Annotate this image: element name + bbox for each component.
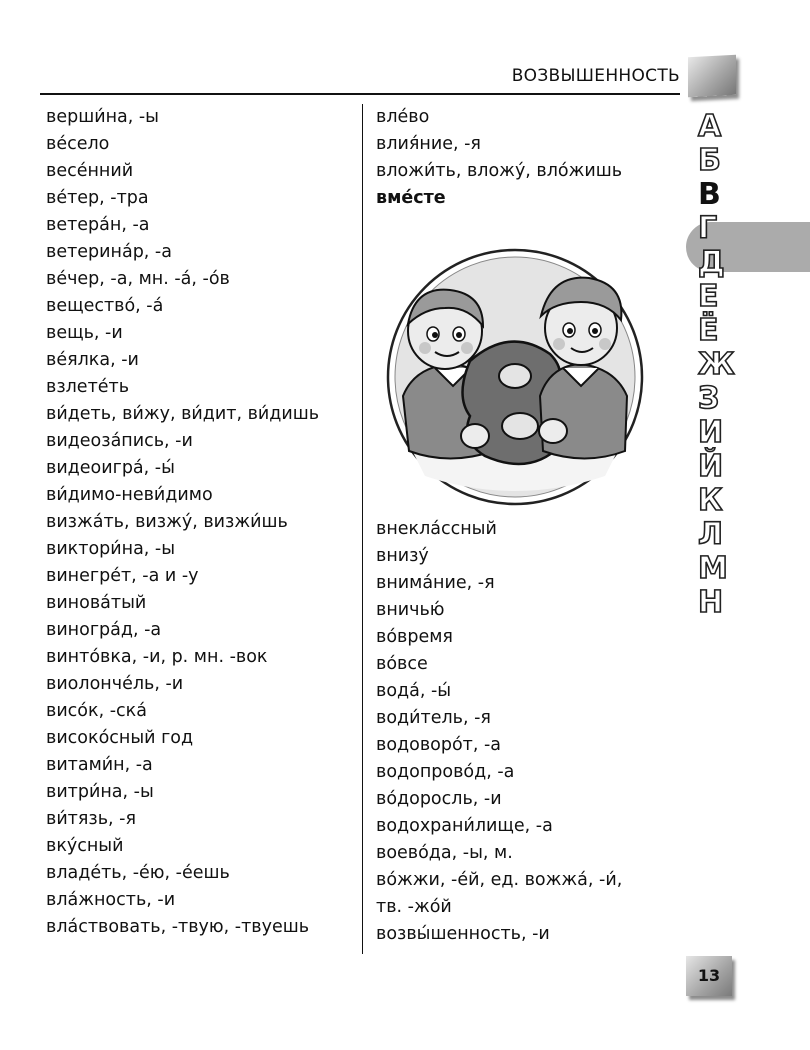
dictionary-entry: вода́, -ы́ [376,681,452,701]
left-column [46,104,319,941]
dictionary-entry: воево́да, -ы, м. [376,843,513,863]
alphabet-letter[interactable]: Й [698,449,724,484]
dictionary-entry: видеоигра́, -ы́ [46,458,175,478]
dictionary-entry: взлете́ть [46,377,130,397]
dictionary-entry: тв. -жо́й [376,897,452,917]
dictionary-entry: ви́деть, ви́жу, ви́дит, ви́дишь [46,404,320,424]
alphabet-letter[interactable]: Н [698,585,724,620]
dictionary-entry: ветерина́р, -а [46,242,172,262]
header-box [688,55,736,98]
dictionary-entry: висо́к, -ска́ [46,701,147,721]
right-column-bottom [376,516,622,948]
alphabet-letter[interactable]: Ж [698,347,735,382]
dictionary-entry: владе́ть, -е́ю, -е́ешь [46,863,230,883]
dictionary-entry: влия́ние, -я [376,134,481,154]
header-word: ВОЗВЫШЕННОСТЬ [511,66,680,86]
header-rule [40,93,680,95]
dictionary-entry: ве́ялка, -и [46,350,139,370]
right-column-top [376,104,622,212]
dictionary-entry: виногра́д, -а [46,620,162,640]
alphabet-letter[interactable]: Л [698,517,723,552]
dictionary-entry: ви́тязь, -я [46,809,136,829]
dictionary-entry: витами́н, -а [46,755,153,775]
dictionary-entry: водопрово́д, -а [376,762,515,782]
dictionary-entry: вничью́ [376,600,445,620]
alphabet-letter[interactable]: И [698,415,724,450]
dictionary-entry: вложи́ть, вложу́, вло́жишь [376,161,623,181]
alphabet-letter[interactable]: З [698,381,720,416]
dictionary-entry: видеоза́пись, -и [46,431,193,451]
dictionary-entry: весе́нний [46,161,134,181]
alphabet-index [686,110,796,620]
dictionary-entry: винто́вка, -и, р. мн. -вок [46,647,268,667]
column-divider [362,104,363,954]
alphabet-letter[interactable]: Г [698,211,718,246]
children-holding-letter-illustration [375,246,655,508]
alphabet-letter[interactable]: Е [698,279,719,314]
dictionary-entry: во́время [376,627,453,647]
dictionary-entry: ве́село [46,134,110,154]
dictionary-entry: внима́ние, -я [376,573,495,593]
dictionary-entry: витри́на, -ы [46,782,154,802]
dictionary-entry: ветера́н, -а [46,215,150,235]
alphabet-letter[interactable]: М [698,551,728,586]
alphabet-letter[interactable]: Д [698,245,725,280]
alphabet-letter[interactable]: К [698,483,723,518]
dictionary-entry: внизу́ [376,546,429,566]
dictionary-entry: води́тель, -я [376,708,491,728]
dictionary-entry: ве́чер, -а, мн. -а́, -о́в [46,269,230,289]
dictionary-entry: вле́во [376,107,430,127]
dictionary-entry: вла́жность, -и [46,890,176,910]
dictionary-entry: вла́ствовать, -твую, -твуешь [46,917,310,937]
alphabet-letter[interactable]: В [698,177,721,212]
dictionary-entry: винегре́т, -а и -у [46,566,199,586]
alphabet-letter[interactable]: А [698,109,722,144]
dictionary-entry: во́все [376,654,428,674]
illustration [375,246,655,508]
dictionary-entry: возвы́шенность, -и [376,924,550,944]
dictionary-entry: вку́сный [46,836,124,856]
dictionary-entry: ве́тер, -тра [46,188,149,208]
dictionary-entry: високо́сный год [46,728,194,748]
dictionary-entry: винова́тый [46,593,147,613]
dictionary-entry: во́доросль, -и [376,789,502,809]
dictionary-entry: водохрани́лище, -а [376,816,553,836]
dictionary-entry: виолонче́ль, -и [46,674,184,694]
alphabet-letter[interactable]: Ё [698,313,719,348]
dictionary-entry-highlight: вме́сте [376,188,446,208]
dictionary-entry: водоворо́т, -а [376,735,502,755]
dictionary-entry: вещь, -и [46,323,123,343]
page-number: 13 [686,956,732,996]
alphabet-letter[interactable]: Б [698,143,721,178]
dictionary-entry: ви́димо-неви́димо [46,485,213,505]
dictionary-entry: визжа́ть, визжу́, визжи́шь [46,512,288,532]
dictionary-entry: вещество́, -а́ [46,296,164,316]
dictionary-entry: внекла́ссный [376,519,497,539]
dictionary-entry: виктори́на, -ы [46,539,176,559]
dictionary-entry: верши́на, -ы [46,107,159,127]
dictionary-entry: во́жжи, -е́й, ед. вожжа́, -и́, [376,870,623,890]
